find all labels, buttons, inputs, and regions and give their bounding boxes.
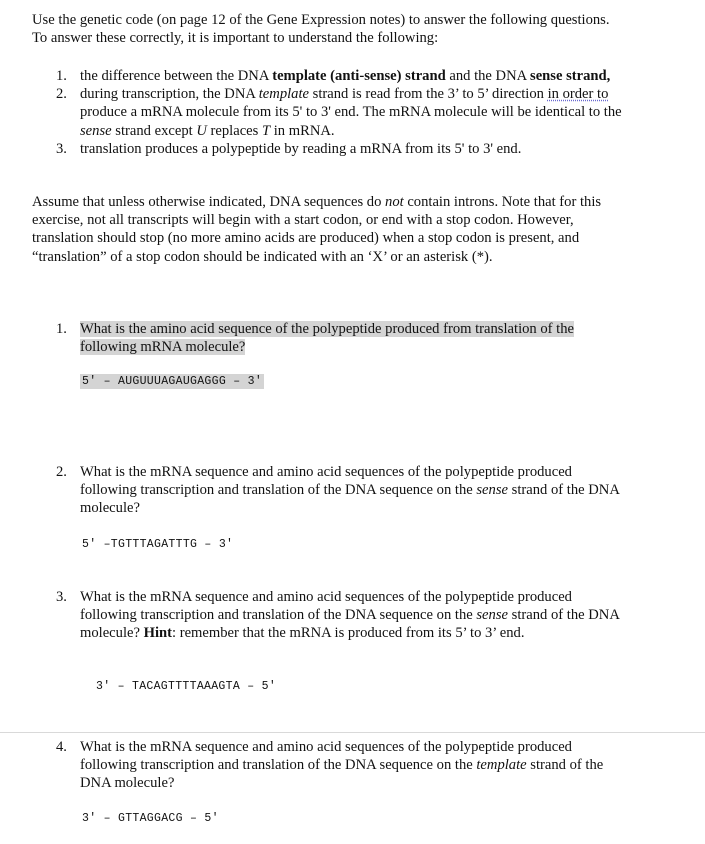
concept-list [32,67,622,158]
question-number: 3. [56,589,67,605]
assumptions-paragraph: Assume that unless otherwise indicated, DNA sequences do not contain introns. Note that for this exercise, not all transcripts will begin with a start codon, or end with a stop codon. However, translation should stop (no more amino acids are produced) when a stop codon is present, and “translation” of a stop codon should be indicated with an ‘X’ or an asterisk (*). [32,194,602,265]
question-3: 3. What is the mRNA sequence and amino acid sequences of the polypeptide produced following transcription and translation of the DNA sequence on the sense strand of the DNA molecule? Hint: remember that the mRNA is produced from its 5’ to 3’ end. [56,589,620,642]
grammar-flag: in order to [547,86,609,103]
sequence-1: 5' – AUGUUUAGAUGAGGG – 3' [82,375,263,388]
question-1 [32,320,622,356]
concept-item-3: 3. translation produces a polypeptide by reading a mRNA from its 5' to 3' end. [56,140,522,157]
question-2: 2. What is the mRNA sequence and amino acid sequences of the polypeptide produced following transcription and translation of the DNA sequence on the sense strand of the DNA molecule? [56,464,620,517]
question-text: What is the amino acid sequence of the polypeptide produced from translation of the following mRNA molecule? [80,321,574,356]
concept-item-1: 1. the difference between the DNA template (anti-sense) strand and the DNA sense strand, [56,68,611,84]
question-4: 4. What is the mRNA sequence and amino acid sequences of the polypeptide produced following transcription and translation of the DNA sequence on the template strand of the DNA molecule? [56,739,604,792]
list-number: 3. [56,140,67,157]
question-number: 1. [56,321,67,337]
concept-item-2: 2. during transcription, the DNA template strand is read from the 3’ to 5’ direction in order to produce a mRNA molecule from its 5' to 3' end. The mRNA molecule will be identical to the sense strand except U replaces T in mRNA. [56,86,622,139]
sequence-3: 3' – TACAGTTTTAAAGTA – 5' [96,680,277,693]
sequence-2: 5' –TGTTTAGATTTG – 3' [82,538,234,551]
sequence-4: 3' – GTTAGGACG – 5' [82,812,219,825]
intro-paragraph [32,11,622,47]
page-divider [0,732,705,733]
list-number: 2. [56,86,67,103]
question-number: 2. [56,464,67,480]
intro-text: Use the genetic code (on page 12 of the Gene Expression notes) to answer the following questions. To answer these correctly, it is important to understand the following: [32,12,610,47]
question-number: 4. [56,739,67,755]
list-number: 1. [56,68,67,84]
